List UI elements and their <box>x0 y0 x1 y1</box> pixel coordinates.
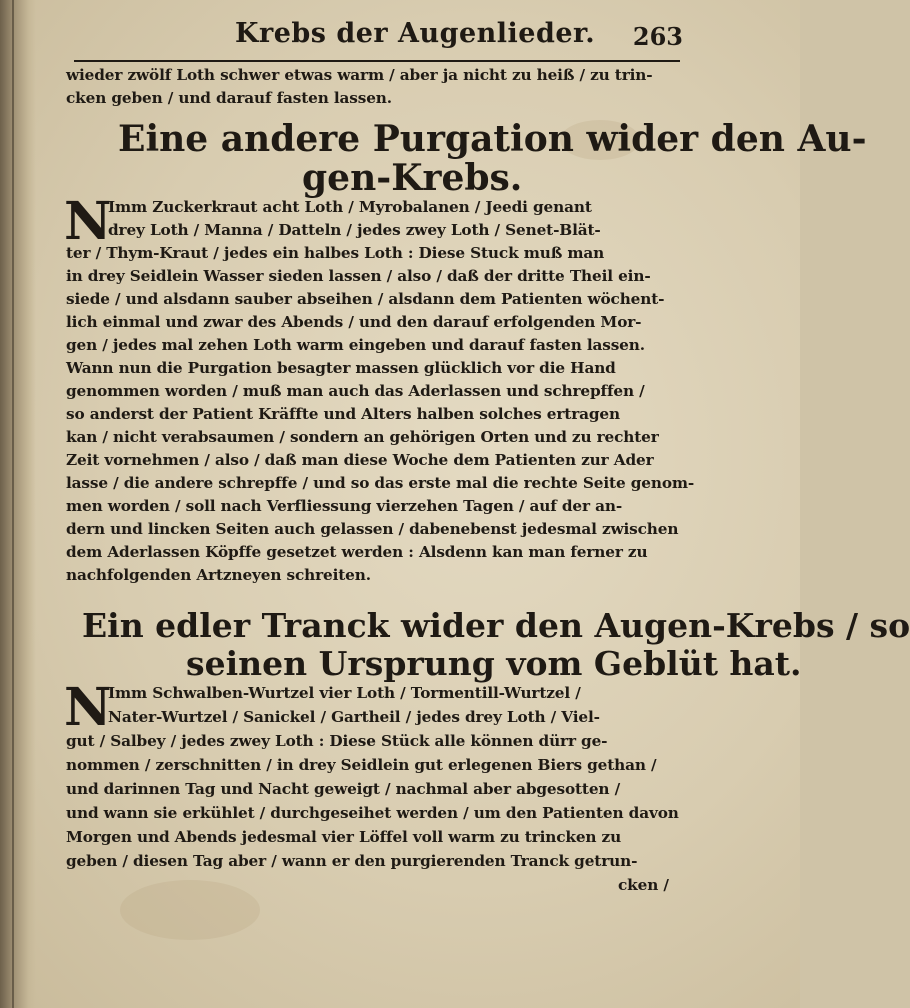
text-line: so anderst der Patient Kräffte und Alters halben solches ertragen <box>66 405 620 423</box>
text-line: und wann sie erkühlet / durchgeseihet werden / um den Patienten davon <box>66 804 679 822</box>
text-line: gut / Salbey / jedes zwey Loth : Diese Stück alle können dürr ge- <box>66 732 608 750</box>
text-line: ter / Thym-Kraut / jedes ein halbes Loth : Diese Stuck muß man <box>66 244 605 262</box>
text-line: dern und lincken Seiten auch gelassen / dabenebenst jedesmal zwischen <box>66 520 679 538</box>
section-heading: Eine andere Purgation wider den Au- <box>118 118 867 160</box>
text-line: Zeit vornehmen / also / daß man diese Woche dem Patienten zur Ader <box>66 451 654 469</box>
text-line: Imm Schwalben-Wurtzel vier Loth / Tormentill-Wurtzel / <box>108 684 581 702</box>
text-line: genommen worden / muß man auch das Aderlassen und schrepffen / <box>66 382 645 400</box>
text-line: Wann nun die Purgation besagter massen glücklich vor die Hand <box>66 359 616 377</box>
drop-cap: N <box>64 677 112 738</box>
section-heading: seinen Ursprung vom Geblüt hat. <box>186 644 802 683</box>
page-header <box>235 18 683 60</box>
drop-cap: N <box>64 191 112 252</box>
text-line: und darinnen Tag und Nacht geweigt / nachmal aber abgesotten / <box>66 780 621 798</box>
text-line: nachfolgenden Artzneyen schreiten. <box>66 566 371 584</box>
text-line: wieder zwölf Loth schwer etwas warm / aber ja nicht zu heiß / zu trin- <box>66 66 653 84</box>
text-line: Morgen und Abends jedesmal vier Löffel voll warm zu trincken zu <box>66 828 622 846</box>
running-head: Krebs der Augenlieder. <box>235 18 596 49</box>
text-line: siede / und alsdann sauber abseihen / alsdann dem Patienten wöchent- <box>66 290 665 308</box>
text-line: lich einmal und zwar des Abends / und den darauf erfolgenden Mor- <box>66 313 642 331</box>
text-line: in drey Seidlein Wasser sieden lassen / also / daß der dritte Theil ein- <box>66 267 651 285</box>
text-line: Nater-Wurtzel / Sanickel / Gartheil / jedes drey Loth / Viel- <box>108 708 600 726</box>
text-line: men worden / soll nach Verfliessung vierzehen Tagen / auf der an- <box>66 497 623 515</box>
header-rule <box>74 60 680 62</box>
text-line: lasse / die andere schrepffe / und so das erste mal die rechte Seite genom- <box>66 474 695 492</box>
text-line: cken geben / und darauf fasten lassen. <box>66 89 392 107</box>
text-line: nommen / zerschnitten / in drey Seidlein gut erlegenen Biers gethan / <box>66 756 657 774</box>
text-line: kan / nicht verabsaumen / sondern an gehörigen Orten und zu rechter <box>66 428 659 446</box>
page-number: 263 <box>632 22 683 51</box>
text-line: dem Aderlassen Köpffe gesetzet werden : Alsdenn kan man ferner zu <box>66 543 648 561</box>
text-line: cken / <box>618 876 669 894</box>
section-heading: gen-Krebs. <box>302 157 523 199</box>
text-line: drey Loth / Manna / Datteln / jedes zwey Loth / Senet-Blät- <box>108 221 601 239</box>
text-line: Imm Zuckerkraut acht Loth / Myrobalanen / Jeedi genant <box>108 198 592 216</box>
text-line: geben / diesen Tag aber / wann er den purgierenden Tranck getrun- <box>66 852 638 870</box>
section-heading: Ein edler Tranck wider den Augen-Krebs / so <box>82 606 910 645</box>
text-line: gen / jedes mal zehen Loth warm eingeben und darauf fasten lassen. <box>66 336 645 354</box>
